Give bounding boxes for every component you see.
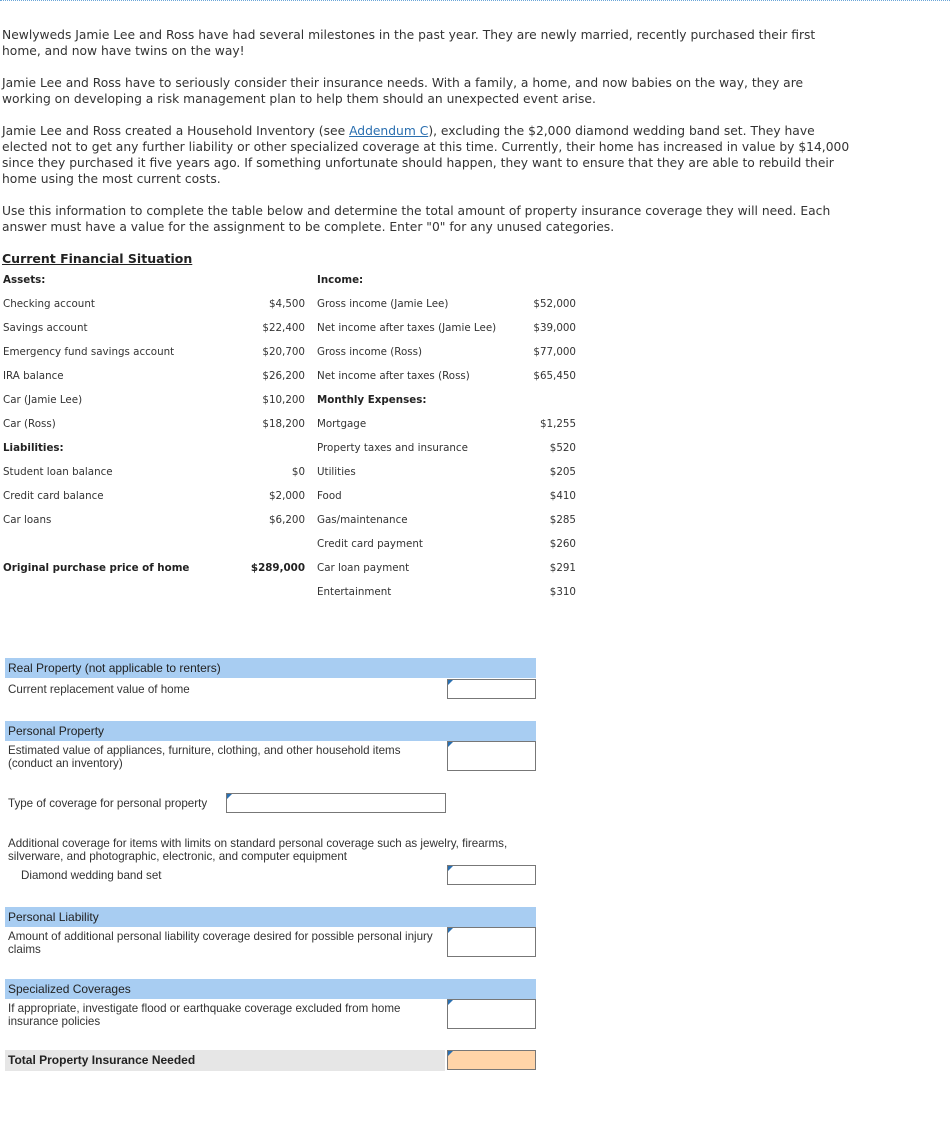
replacement-value-input[interactable] <box>448 680 535 698</box>
personal-property-header: Personal Property <box>5 721 536 741</box>
replacement-value-input-box <box>447 679 536 699</box>
total-insurance-input-box <box>447 1050 536 1070</box>
asset-value: $20,700 <box>262 346 305 358</box>
expense-label: Car loan payment <box>317 562 410 574</box>
expense-label: Property taxes and insurance <box>317 442 468 454</box>
asset-value: $26,200 <box>262 370 305 382</box>
coverage-type-label: Type of coverage for personal property <box>8 797 208 810</box>
liability-value: $2,000 <box>268 490 305 502</box>
wedding-band-label: Diamond wedding band set <box>21 869 162 882</box>
expense-value: $410 <box>549 490 576 502</box>
asset-label: Savings account <box>3 322 88 334</box>
expense-value: $1,255 <box>539 418 576 430</box>
specialized-coverages-header: Specialized Coverages <box>5 979 536 999</box>
asset-label: Emergency fund savings account <box>3 346 175 358</box>
household-items-input[interactable] <box>448 742 535 770</box>
intro-paragraph-4: Use this information to complete the table below and determine the total amount of property insurance coverage they will need. Each answer must have a value for the assignment to be complete. Enter "0" for any unused categories. <box>2 204 831 234</box>
monthly-expenses-header: Monthly Expenses: <box>317 394 427 406</box>
home-purchase-price-label: Original purchase price of home <box>3 562 190 574</box>
asset-value: $22,400 <box>262 322 305 334</box>
asset-label: Car (Jamie Lee) <box>3 394 83 406</box>
intro-text-before-link: Jamie Lee and Ross created a Household Inventory (see <box>2 124 350 138</box>
asset-label: Car (Ross) <box>3 418 56 430</box>
personal-liability-header: Personal Liability <box>5 907 536 927</box>
income-value: $39,000 <box>533 322 576 334</box>
asset-value: $4,500 <box>268 298 305 310</box>
flood-earthquake-input[interactable] <box>448 1000 535 1028</box>
intro-paragraph-2: Jamie Lee and Ross have to seriously consider their insurance needs. With a family, a home, and now babies on the way, they are working on developing a risk management plan to help them should an unexpected event arise. <box>2 76 804 106</box>
liability-coverage-input-box <box>447 927 536 957</box>
income-value: $65,450 <box>533 370 576 382</box>
household-items-label: Estimated value of appliances, furniture, clothing, and other household items (conduct an inventory) <box>8 744 401 770</box>
expense-value: $310 <box>549 586 576 598</box>
liability-coverage-input[interactable] <box>448 928 535 956</box>
income-value: $77,000 <box>533 346 576 358</box>
expense-label: Entertainment <box>317 586 392 598</box>
household-items-input-box <box>447 741 536 771</box>
income-label: Net income after taxes (Jamie Lee) <box>317 322 497 334</box>
expense-value: $260 <box>549 538 576 550</box>
coverage-type-input-box <box>226 793 446 813</box>
replacement-value-label: Current replacement value of home <box>8 683 190 696</box>
wedding-band-input-box <box>447 865 536 885</box>
intro-paragraph-1: Newlyweds Jamie Lee and Ross have had several milestones in the past year. They are newly married, recently purchased their first home, and now have twins on the way! <box>2 28 816 58</box>
expense-value: $291 <box>549 562 576 574</box>
flood-earthquake-label: If appropriate, investigate flood or earthquake coverage excluded from home insurance policies <box>8 1002 401 1028</box>
income-value: $52,000 <box>533 298 576 310</box>
addendum-c-link[interactable]: Addendum C <box>349 124 429 138</box>
expense-value: $205 <box>549 466 576 478</box>
flood-earthquake-input-box <box>447 999 536 1029</box>
home-purchase-price-value: $289,000 <box>250 562 305 574</box>
liability-value: $6,200 <box>268 514 305 526</box>
intro-text-after-link: ), excluding the $2,000 diamond wedding band set. They have elected not to get any further liability or other specialized coverage at this time. Currently, their home has increased in value by $14,000 since they purchased it five years ago. If something unfortunate should happen, they want to ensure that they are able to rebuild their home using the most current costs. <box>2 124 850 186</box>
liability-value: $0 <box>291 466 305 478</box>
liability-label: Car loans <box>3 514 52 526</box>
income-label: Gross income (Jamie Lee) <box>317 298 449 310</box>
expense-label: Mortgage <box>317 418 367 430</box>
coverage-type-input[interactable] <box>227 794 445 812</box>
top-border <box>0 0 950 1</box>
expense-label: Utilities <box>317 466 356 478</box>
expense-label: Food <box>317 490 342 502</box>
assets-header: Assets: <box>3 274 46 286</box>
expense-label: Gas/maintenance <box>317 514 408 526</box>
income-header: Income: <box>317 274 364 286</box>
expense-label: Credit card payment <box>317 538 423 550</box>
real-property-header: Real Property (not applicable to renters) <box>5 658 536 678</box>
additional-coverage-label: Additional coverage for items with limits on standard personal coverage such as jewelry, firearms, silverware, and photographic, electronic, and computer equipment <box>8 837 508 863</box>
expense-value: $520 <box>549 442 576 454</box>
total-insurance-input[interactable] <box>448 1051 535 1069</box>
income-label: Net income after taxes (Ross) <box>317 370 470 382</box>
financial-situation-title: Current Financial Situation <box>2 251 193 266</box>
liability-label: Student loan balance <box>3 466 113 478</box>
asset-label: Checking account <box>3 298 95 310</box>
total-insurance-label: Total Property Insurance Needed <box>5 1050 445 1071</box>
wedding-band-input[interactable] <box>448 866 535 884</box>
asset-value: $18,200 <box>262 418 305 430</box>
liability-coverage-label: Amount of additional personal liability coverage desired for possible personal injury claims <box>8 930 433 956</box>
liability-label: Credit card balance <box>3 490 104 502</box>
intro-paragraph-3 <box>2 123 852 187</box>
asset-value: $10,200 <box>262 394 305 406</box>
expense-value: $285 <box>549 514 576 526</box>
asset-label: IRA balance <box>3 370 64 382</box>
liabilities-header: Liabilities: <box>3 442 64 454</box>
income-label: Gross income (Ross) <box>317 346 423 358</box>
